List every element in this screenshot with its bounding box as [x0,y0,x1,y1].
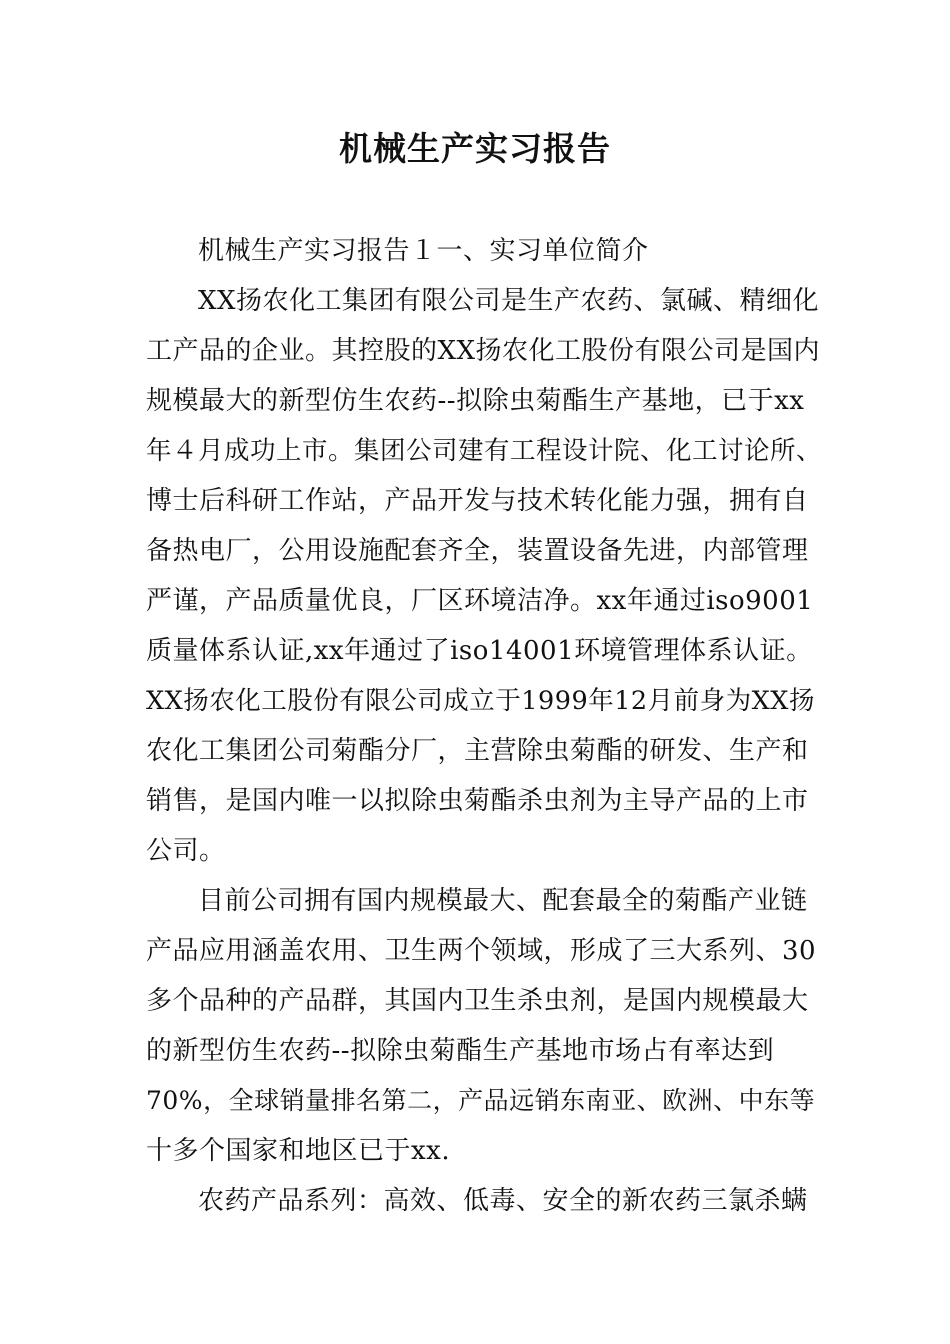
text-line: 农药产品系列：高效、低毒、安全的新农药三氯杀螨 [198,1186,808,1216]
text-line: 多个品种的产品群，其国内卫生杀虫剂，是国内规模最大 [146,986,809,1016]
text-line: 机械生产实习报告１一、实习单位简介 [198,236,649,266]
text-line: 目前公司拥有国内规模最大、配套最全的菊酯产业链 [198,886,808,916]
text-line: 十多个国家和地区已于xx. [146,1136,451,1166]
text-line: 农化工集团公司菊酯分厂，主营除虫菊酯的研发、生产和 [146,736,809,766]
text-line: 公司。 [146,836,226,866]
document-title: 机械生产实习报告 [339,129,611,168]
text-line: 规模最大的新型仿生农药--拟除虫菊酯生产基地，已于xx [146,386,805,416]
text-line: XX扬农化工股份有限公司成立于1999年12月前身为XX扬 [146,686,815,716]
text-line: 工产品的企业。其控股的XX扬农化工股份有限公司是国内 [146,336,821,366]
text-line: XX扬农化工集团有限公司是生产农药、氯碱、精细化 [198,286,820,316]
text-line: 博士后科研工作站，产品开发与技术转化能力强，拥有自 [146,486,809,516]
text-line: 年４月成功上市。集团公司建有工程设计院、化工讨论所、 [146,436,823,466]
text-line: 备热电厂，公用设施配套齐全，装置设备先进，内部管理 [146,536,809,566]
text-line: 的新型仿生农药--拟除虫菊酯生产基地市场占有率达到 [146,1036,775,1066]
text-line: 质量体系认证,xx年通过了iso14001环境管理体系认证。 [146,636,813,666]
text-line: 销售，是国内唯一以拟除虫菊酯杀虫剂为主导产品的上市 [146,786,809,816]
text-line: 严谨，产品质量优良，厂区环境洁净。xx年通过iso9001 [146,586,814,616]
text-line: 产品应用涵盖农用、卫生两个领域，形成了三大系列、30 [146,936,817,966]
text-line: 70%，全球销量排名第二，产品远销东南亚、欧洲、中东等 [146,1086,816,1115]
